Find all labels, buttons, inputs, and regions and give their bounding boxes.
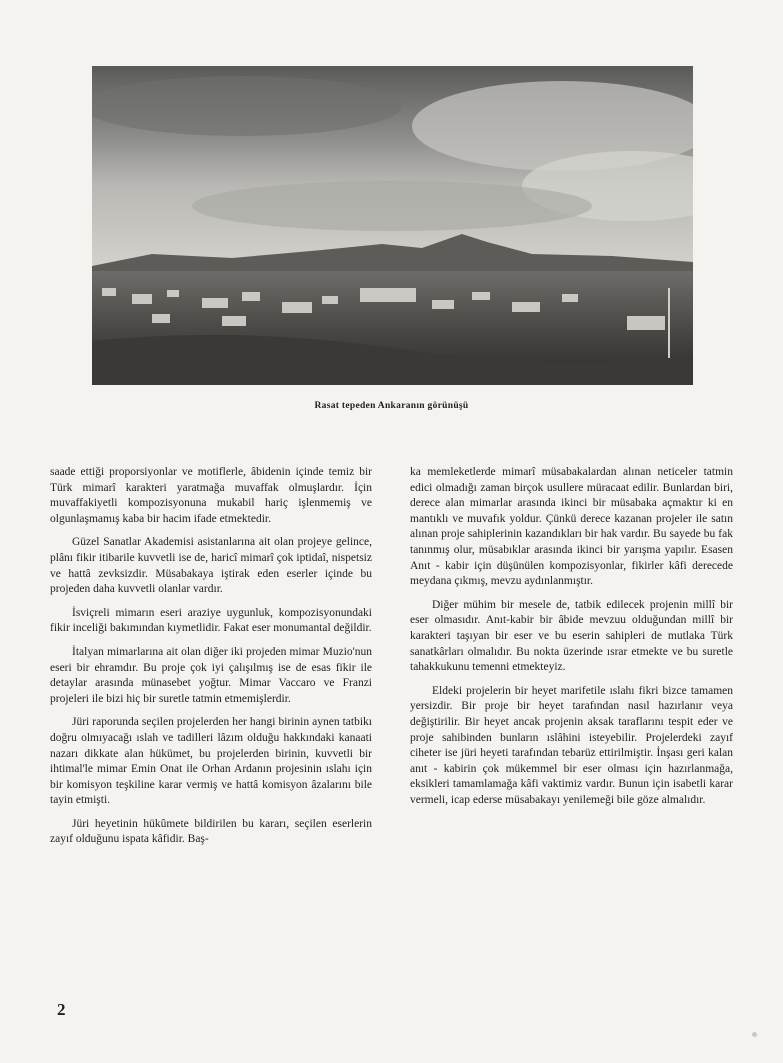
right-column [410,465,733,816]
page-number: 2 [57,1000,66,1019]
city-panorama-icon [92,66,693,385]
figure-caption: Rasat tepeden Ankaranın görünüşü [314,401,469,411]
paragraph: ka memleketlerde mimarî müsabakalardan alınan neticeler tatmin edici olmadığı zaman birçok usullere müracaat edilir. Bunlardan biri, derece alan mimarlar arasında ikinci bir müsabaka açmaktır ki en mantıklı ve muvafık yoldur. Çünkü derece kazanan projeler ile satın alınan proje sahiplerinin kazandıkları bir hak vardır. Bu sayede bu fak tanınmış olur, müsabıklar arasında ikinci bir yarışma yapılır. Esasen Anıt - kabir için düşünülen kompozisyonlar, fikirler kâfi derecede meydana çıkmış, mevzu aydınlanmıştır. [410,466,733,588]
paragraph: Güzel Sanatlar Akademisi asistanlarına ait olan projeye gelince, plânı fikir itibarile kuvvetli ise de, haricî mimarî çok iptidaî, nispetsiz ve hattâ zevksizdir. Müsabakaya iştirak eden eserler içinde bu projeden daha kuvvetli olanlar vardır. [50,536,372,596]
left-column [50,465,372,856]
paragraph: İsviçreli mimarın eseri araziye uygunluk, kompozisyonundaki fikir inceliği bakımından kıymetlidir. Fakat eser monumantal değildir. [50,606,372,635]
city-panorama-photo [92,66,693,385]
paragraph: İtalyan mimarlarına ait olan diğer iki projeden mimar Muzio'nun eseri bir ehramdır. Bu proje çok iyi çalışılmış ise de esas fikir ile detaylar arasında münasebet yoğtur. Mimar Vaccaro ve Franzi projeleri ile bizi hiç bir suretle tatmin etmemişlerdir. [50,645,372,705]
paragraph: Jüri heyetinin hükûmete bildirilen bu kararı, seçilen eserlerin zayıf olduğunu ispata kâfidir. Baş- [50,817,372,846]
paper-speck [752,1032,757,1037]
paragraph: Eldeki projelerin bir heyet marifetile ıslahı fikri bizce tamamen yersizdir. Bir proje bir heyet tarafından nasıl hazırlanır veya değiştirilir. Bir heyet ancak projenin aksak taraflarını tespit eder ve proje sahibinden bunların ıslâhini isteyebilir. Projelerdeki zayıf ciheter ise jüri heyeti tarafından tebarüz ettirilmiştir. İnşası geri kalan anıt - kabirin çok mükemmel bir eser olması için hazırlanmağa, eksikleri tamamlamağa kâfi vaktimiz vardır. Bunun için isabetli karar vermeli, icap ederse müsabakayı yenilemeği bile göze almalıdır. [410,684,733,806]
paragraph: Jüri raporunda seçilen projelerden her hangi birinin aynen tatbikı doğru olmıyacağı ıslah ve tadilleri lâzım olduğu hakkındaki kanaati nazarı dikkate alan hükümet, bu projelerden birinin, kuvvetli bir ihtimal'le mimar Emin Onat ile Orhan Ardanın projesinin ıslahı için bir komisyon teşkiline karar vermiş ve hattâ komisyon âzalarını bile tayin etmişti. [50,716,372,807]
paragraph: saade ettiği proporsiyonlar ve motiflerle, âbidenin içinde temiz bir Türk mimarî karakteri yaratmağa muvaffak olmuşlardır. İçin muvaffakiyetli kompozisyonuna mukabil hariç işlenmemiş ve olgunlaşmamış kaba bir hacim ifade etmektedir. [50,466,372,525]
paragraph: Diğer mühim bir mesele de, tatbik edilecek projenin millî bir eser olmasıdır. Anıt-kabir bir âbide mevzuu olduğundan millî bir karakteri taşıyan bir eser ve bu eserin sahipleri de mutlaka Türk sanatkârları olmalıdır. Bu nokta üzerinde ısrar etmekte ve bu suretle tahakkukunu temenni etmekteyiz. [410,598,733,674]
